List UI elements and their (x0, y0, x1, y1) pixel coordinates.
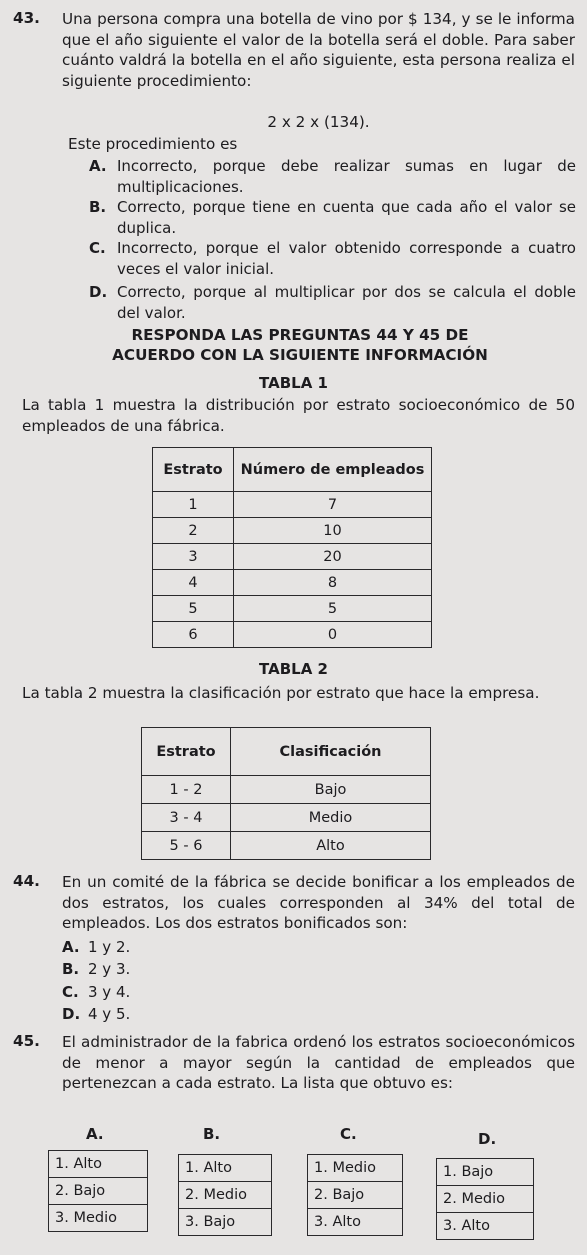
list-item: 3. Alto (308, 1209, 403, 1236)
section-heading-line1: RESPONDA LAS PREGUNTAS 44 Y 45 DE (131, 326, 469, 344)
table2-cell: Medio (231, 804, 431, 832)
q45-option-d-list (436, 1158, 534, 1240)
table-row (153, 596, 432, 622)
q43-option-c-letter: C. (89, 239, 106, 257)
q44-number: 44. (13, 872, 40, 890)
q44-option-b-letter: B. (62, 960, 80, 978)
q44-option-c-letter: C. (62, 983, 79, 1001)
table-row (153, 518, 432, 544)
table2-cell: Bajo (231, 776, 431, 804)
table-row (153, 544, 432, 570)
list-item: 2. Medio (437, 1186, 534, 1213)
section-heading-line2: ACUERDO CON LA SIGUIENTE INFORMACIÓN (112, 346, 488, 364)
table1-cell: 5 (153, 596, 234, 622)
table2-cell: Alto (231, 832, 431, 860)
list-item: 3. Medio (49, 1205, 148, 1232)
table2-cell: 5 - 6 (142, 832, 231, 860)
q43-option-c-text: Incorrecto, porque el valor obtenido corresponde a cuatro veces el valor inicial. (117, 239, 576, 278)
list-item: 2. Medio (179, 1182, 272, 1209)
list-item: 1. Bajo (437, 1159, 534, 1186)
q45-stem: El administrador de la fabrica ordenó los estratos socioeconómicos de menor a mayor según la cantidad de empleados que pertenezcan a cada estrato. La lista que obtuvo es: (62, 1033, 575, 1092)
q45-option-a-list (48, 1150, 148, 1232)
list-item: 1. Alto (49, 1151, 148, 1178)
q45-option-a-letter: A. (86, 1125, 104, 1143)
table2-header-estrato: Estrato (142, 728, 231, 776)
q45-number: 45. (13, 1032, 40, 1050)
q43-option-a-text: Incorrecto, porque debe realizar sumas en lugar de multiplicaciones. (117, 157, 576, 196)
q45-option-c-letter: C. (340, 1125, 357, 1143)
table2 (141, 727, 431, 860)
table-row (142, 776, 431, 804)
q43-formula: 2 x 2 x (134). (267, 113, 370, 131)
list-item: 2. Bajo (308, 1182, 403, 1209)
table1-cell: 6 (153, 622, 234, 648)
q43-stem: Una persona compra una botella de vino por $ 134, y se le informa que el año siguiente el valor de la botella será el doble. Para saber cuánto valdrá la botella en el año siguiente, esta persona realiza el siguiente procedimiento: (62, 10, 575, 90)
q43-option-d-text: Correcto, porque al multiplicar por dos se calcula el doble del valor. (117, 283, 576, 322)
table2-title: TABLA 2 (259, 660, 328, 678)
q45-option-d-letter: D. (478, 1130, 497, 1148)
table-row (153, 622, 432, 648)
table1 (152, 447, 432, 648)
table-row (153, 570, 432, 596)
table1-cell: 7 (234, 492, 432, 518)
table1-cell: 2 (153, 518, 234, 544)
q45-option-c-list (307, 1154, 403, 1236)
q45-option-b-letter: B. (203, 1125, 221, 1143)
table2-cell: 1 - 2 (142, 776, 231, 804)
q43-option-d-letter: D. (89, 283, 108, 301)
list-item: 3. Alto (437, 1213, 534, 1240)
q44-option-c-text: 3 y 4. (88, 983, 131, 1001)
q43-option-b-letter: B. (89, 198, 107, 216)
table1-cell: 3 (153, 544, 234, 570)
table1-header-empleados: Número de empleados (234, 448, 432, 492)
table-row (153, 492, 432, 518)
table1-cell: 20 (234, 544, 432, 570)
table1-cell: 0 (234, 622, 432, 648)
table1-cell: 4 (153, 570, 234, 596)
q44-option-b-text: 2 y 3. (88, 960, 131, 978)
q44-option-a-text: 1 y 2. (88, 938, 131, 956)
table-row (142, 832, 431, 860)
q44-option-d-text: 4 y 5. (88, 1005, 131, 1023)
table-row (142, 804, 431, 832)
table1-title: TABLA 1 (259, 374, 328, 392)
table1-cell: 10 (234, 518, 432, 544)
list-item: 3. Bajo (179, 1209, 272, 1236)
table2-header-clasificacion: Clasificación (231, 728, 431, 776)
table1-cell: 5 (234, 596, 432, 622)
table1-cell: 1 (153, 492, 234, 518)
list-item: 1. Medio (308, 1155, 403, 1182)
table2-cell: 3 - 4 (142, 804, 231, 832)
list-item: 2. Bajo (49, 1178, 148, 1205)
table1-header-estrato: Estrato (153, 448, 234, 492)
q43-prompt: Este procedimiento es (68, 135, 238, 153)
table1-cell: 8 (234, 570, 432, 596)
table1-description: La tabla 1 muestra la distribución por estrato socioeconómico de 50 empleados de una fábrica. (22, 396, 575, 435)
list-item: 1. Alto (179, 1155, 272, 1182)
q43-number: 43. (13, 9, 40, 27)
table2-description: La tabla 2 muestra la clasificación por estrato que hace la empresa. (22, 684, 540, 702)
q45-option-b-list (178, 1154, 272, 1236)
q43-option-a-letter: A. (89, 157, 107, 175)
q44-option-d-letter: D. (62, 1005, 81, 1023)
q44-stem: En un comité de la fábrica se decide bonificar a los empleados de dos estratos, los cuales corresponden al 34% del total de empleados. Los dos estratos bonificados son: (62, 873, 575, 932)
q43-option-b-text: Correcto, porque tiene en cuenta que cada año el valor se duplica. (117, 198, 576, 237)
q44-option-a-letter: A. (62, 938, 80, 956)
